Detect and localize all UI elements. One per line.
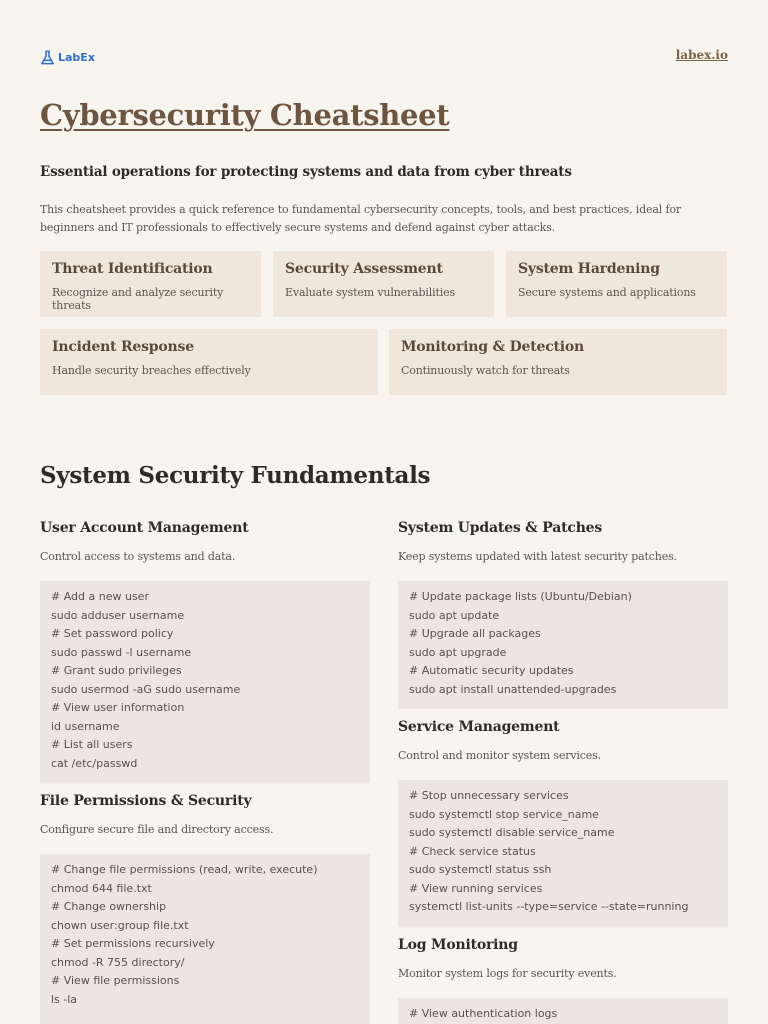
code-comment: # Add a new user bbox=[51, 590, 149, 603]
code-command: sudo adduser username bbox=[51, 608, 185, 622]
code-command: chmod 644 file.txt bbox=[51, 881, 152, 895]
subsection-title: Service Management bbox=[398, 719, 560, 735]
labex-link[interactable]: labex.io bbox=[675, 48, 728, 62]
code-comment: # Update package lists (Ubuntu/Debian) bbox=[409, 590, 632, 603]
subsection-log-monitoring bbox=[398, 937, 728, 1024]
code-command: sudo systemctl status ssh bbox=[409, 863, 552, 876]
code-comment: # Change ownership bbox=[51, 900, 167, 913]
subsection-title: User Account Management bbox=[40, 520, 249, 536]
code-command: cat /etc/passwd bbox=[51, 756, 138, 770]
code-block[interactable] bbox=[398, 581, 728, 709]
page-title[interactable]: Cybersecurity Cheatsheet bbox=[40, 98, 450, 132]
flask-icon bbox=[40, 50, 55, 65]
code-comment: # Automatic security updates bbox=[409, 664, 574, 677]
code-command: sudo systemctl stop service_name bbox=[409, 807, 599, 821]
subsection-description: Control access to systems and data. bbox=[40, 550, 236, 563]
subsection-description: Control and monitor system services. bbox=[398, 749, 601, 762]
page-subtitle: Essential operations for protecting systems and data from cyber threats bbox=[40, 164, 572, 180]
code-comment: # Grant sudo privileges bbox=[51, 664, 182, 677]
code-command: systemctl list-units --type=service --state=running bbox=[409, 900, 689, 913]
code-block[interactable] bbox=[398, 780, 728, 927]
labex-logo[interactable] bbox=[40, 50, 95, 65]
code-command: ls -la bbox=[51, 992, 78, 1006]
card-title: System Hardening bbox=[518, 261, 660, 277]
card-description: Continuously watch for threats bbox=[401, 364, 570, 377]
code-comment: # Upgrade all packages bbox=[409, 627, 541, 640]
subsection-title: Log Monitoring bbox=[398, 937, 518, 953]
logo-text: LabEx bbox=[58, 51, 95, 64]
code-comment: # Set password policy bbox=[51, 627, 174, 640]
card-title: Monitoring & Detection bbox=[401, 339, 585, 355]
code-comment: # Change file permissions (read, write, execute) bbox=[51, 863, 318, 876]
code-command: chown user:group file.txt bbox=[51, 918, 189, 932]
code-command: chmod -R 755 directory/ bbox=[51, 955, 185, 969]
right-column bbox=[398, 520, 728, 1024]
code-comment: # View user information bbox=[51, 701, 185, 714]
subsection-description: Configure secure file and directory access. bbox=[40, 823, 274, 836]
code-command: sudo apt install unattended-upgrades bbox=[409, 682, 617, 696]
card-description: Handle security breaches effectively bbox=[52, 364, 251, 377]
code-block[interactable] bbox=[398, 998, 728, 1024]
card-description: Recognize and analyze security threats bbox=[52, 286, 224, 312]
code-block[interactable] bbox=[40, 581, 370, 783]
card-description: Evaluate system vulnerabilities bbox=[285, 286, 456, 299]
topic-card-security-assessment[interactable] bbox=[273, 251, 494, 317]
subsection-system-updates bbox=[398, 520, 728, 709]
code-comment: # Set permissions recursively bbox=[51, 937, 215, 950]
code-comment: # View file permissions bbox=[51, 974, 180, 987]
topic-card-system-hardening[interactable] bbox=[506, 251, 727, 317]
subsection-user-account-management bbox=[40, 520, 370, 783]
code-comment: # Stop unnecessary services bbox=[409, 789, 569, 802]
topic-card-monitoring-detection[interactable] bbox=[389, 329, 727, 395]
code-command: sudo apt upgrade bbox=[409, 645, 507, 659]
code-command: sudo apt update bbox=[409, 608, 500, 622]
card-title: Threat Identification bbox=[52, 261, 213, 277]
left-column bbox=[40, 520, 370, 1024]
section-title: System Security Fundamentals bbox=[40, 462, 431, 489]
card-description: Secure systems and applications bbox=[518, 286, 696, 299]
code-command: sudo usermod -aG sudo username bbox=[51, 682, 241, 696]
code-command: sudo systemctl disable service_name bbox=[409, 826, 615, 839]
code-command: sudo passwd -l username bbox=[51, 645, 192, 659]
code-comment: # List all users bbox=[51, 738, 133, 751]
intro-paragraph: This cheatsheet provides a quick reference to fundamental cybersecurity concepts, tools, and best practices, ideal for beginners and IT professionals to effectively secure systems and defend against cyber attacks. bbox=[40, 203, 682, 234]
code-comment: # View authentication logs bbox=[409, 1007, 558, 1020]
code-block[interactable] bbox=[40, 854, 370, 1024]
card-title: Incident Response bbox=[52, 339, 194, 355]
subsection-service-management bbox=[398, 719, 728, 927]
code-comment: # View running services bbox=[409, 881, 543, 895]
code-comment: # Check service status bbox=[409, 844, 536, 858]
code-command: id username bbox=[51, 719, 120, 733]
subsection-description: Keep systems updated with latest security patches. bbox=[398, 550, 677, 563]
subsection-file-permissions bbox=[40, 793, 370, 1024]
subsection-title: File Permissions & Security bbox=[40, 793, 252, 809]
subsection-description: Monitor system logs for security events. bbox=[398, 967, 617, 980]
card-title: Security Assessment bbox=[285, 261, 443, 277]
topic-card-threat-identification[interactable] bbox=[40, 251, 261, 317]
subsection-title: System Updates & Patches bbox=[398, 520, 603, 536]
topic-card-incident-response[interactable] bbox=[40, 329, 378, 395]
